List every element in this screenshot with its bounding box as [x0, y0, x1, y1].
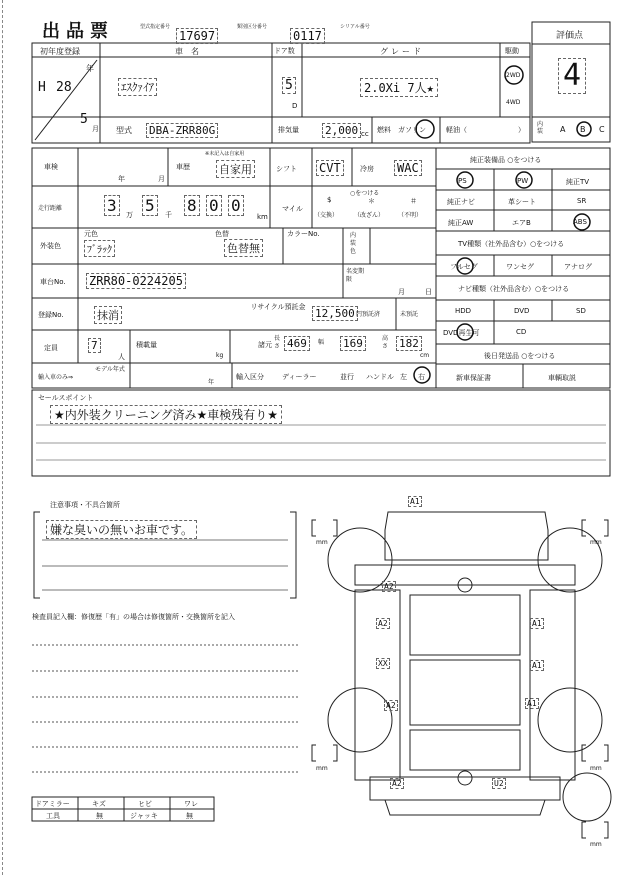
acc-header-scratch: キズ: [92, 800, 106, 808]
mileage-digit-5: 0: [228, 195, 244, 216]
damage-mark: XX: [378, 659, 388, 668]
handle-left: 左: [400, 373, 407, 381]
doors: 5: [282, 77, 296, 94]
displacement-label: 排気量: [278, 126, 299, 134]
nav-title: ナビ種類（社外品含む）○をつける: [458, 285, 570, 293]
mm-label: mm: [590, 539, 602, 546]
grade: 2.0Xi 7人★: [360, 78, 438, 97]
inspection-year: 年: [118, 175, 125, 183]
damage-mark: A1: [527, 699, 537, 708]
orig-color-label: 元色: [84, 230, 98, 238]
color-label: 色替: [215, 230, 229, 238]
odometer-hash: ＃: [410, 197, 417, 205]
handle-right: 右: [418, 373, 425, 381]
equip-aw: 純正AW: [448, 219, 474, 227]
damage-mark: A2: [378, 619, 388, 628]
exterior-label: 外装色: [40, 242, 61, 250]
shift-label: シフト: [276, 165, 297, 173]
doors-label: ドア数: [274, 47, 295, 55]
page-title: 出品票: [42, 21, 114, 42]
odometer-dollar: $: [327, 196, 332, 204]
acc-jack: ジャッキ: [130, 812, 158, 820]
car-name: ｴｽｸｧｲｱ: [118, 78, 157, 96]
recycle-done: 円預託済: [356, 311, 381, 318]
tv-analog: アナログ: [564, 263, 592, 271]
model-year-label: モデル年式: [95, 366, 125, 373]
fuel-value: ガソリン: [398, 126, 426, 134]
class-label: 類別区分番号: [237, 24, 268, 30]
orig-color: ﾌﾞﾗｯｸ: [84, 240, 115, 257]
handle-label: ハンドル: [366, 373, 394, 381]
first-reg-label: 初年度登録: [40, 47, 80, 56]
light-oil: 軽油（: [446, 126, 467, 134]
odometer-dollar-sub: （交換）: [314, 212, 339, 219]
recycle-label: リサイクル預託金: [250, 303, 306, 311]
import-class-label: 輸入区分: [236, 373, 264, 381]
name-change-month: 月: [398, 288, 405, 296]
sales-text: ★内外装クリーニング済み★車検残有り★: [50, 405, 282, 424]
equip-abs: ABS: [573, 218, 587, 226]
model-year-unit: 年: [208, 379, 215, 386]
notes-text: 嫌な臭いの無いお車です。: [46, 520, 197, 539]
odometer-hash-sub: （不明）: [398, 212, 423, 219]
mm-label: mm: [316, 765, 328, 772]
width-label: 幅: [318, 339, 325, 346]
car-name-label: 車 名: [175, 47, 199, 56]
acc-header-crack: ヒビ: [138, 800, 152, 808]
chassis: ZRR80-0224205: [86, 273, 186, 289]
mileage-digit-1: 3: [104, 195, 120, 216]
recycle-not: 未預託: [400, 311, 419, 318]
era: H: [38, 80, 46, 95]
recycle: 12,500: [312, 306, 358, 321]
capacity: 7: [88, 338, 101, 353]
class-no: 0117: [290, 28, 325, 44]
month-unit: 月: [92, 125, 99, 133]
import-label: 輸入車のみ⇒: [38, 374, 74, 381]
damage-mark: A2: [392, 779, 402, 788]
km-unit: km: [257, 213, 268, 221]
parallel: 並行: [340, 373, 354, 381]
load-label: 積載量: [136, 341, 157, 349]
interior-b: B: [580, 125, 586, 134]
model: DBA-ZRR80G: [146, 123, 218, 138]
usage-note: ※未記入は自家用: [205, 151, 245, 157]
nav-dvd-play: DVD再生可: [443, 329, 480, 337]
usage: 自家用: [216, 160, 255, 178]
interior-a: A: [560, 125, 566, 134]
equip-navi: 純正ナビ: [447, 198, 475, 206]
score: 4: [558, 58, 586, 94]
length: 469: [284, 336, 310, 351]
drive-label: 駆動: [505, 47, 519, 55]
sales-label: セールスポイント: [38, 394, 94, 402]
post-warranty: 新車保証書: [456, 374, 491, 382]
ac-label: 冷房: [360, 165, 374, 173]
interior-label: 内装: [537, 121, 544, 135]
damage-mark: A1: [410, 497, 420, 506]
mm-label: mm: [316, 539, 328, 546]
inspector-label: 検査員記入欄：修復歴「有」の場合は修復箇所・交換箇所を記入: [32, 613, 235, 621]
capacity-label: 定員: [44, 344, 58, 352]
post-title: 後日発送品 ○をつける: [484, 352, 556, 360]
tv-title: TV種類（社外品含む）○をつける: [458, 240, 565, 248]
load-unit: kg: [216, 352, 224, 359]
year-unit: 年: [86, 64, 94, 73]
mileage-digit-4: 0: [206, 195, 222, 216]
dealer: ディーラー: [282, 373, 317, 381]
equip-leather: 革シート: [508, 198, 536, 206]
color-change: 色替無: [224, 239, 263, 257]
light-oil-close: ）: [518, 126, 525, 134]
dims-label: 諸元: [258, 341, 272, 349]
width: 169: [340, 336, 366, 351]
acc-jack-value: 無: [186, 812, 193, 820]
height: 182: [396, 336, 422, 351]
usage-label: 車歴: [176, 163, 190, 171]
cc-unit: cc: [361, 130, 369, 138]
equip-tv: 純正TV: [566, 178, 590, 186]
cut-line: [2, 0, 3, 875]
mile-label: マイル: [282, 205, 303, 213]
grade-label: グレード: [380, 47, 424, 56]
drive-2wd: 2WD: [506, 72, 521, 79]
door-suffix: D: [292, 102, 298, 110]
damage-mark: A2: [384, 582, 394, 591]
fuel-label: 燃料: [377, 126, 391, 134]
nav-cd: CD: [516, 328, 527, 336]
inspection-label: 車検: [44, 163, 58, 171]
score-label: 評価点: [556, 31, 584, 41]
unit-man: 万: [126, 211, 133, 219]
mm-label: mm: [590, 765, 602, 772]
circle-note: ○をつける: [350, 190, 380, 197]
capacity-unit: 人: [118, 353, 125, 361]
equip-sr: SR: [577, 197, 587, 205]
nav-sd: SD: [576, 307, 586, 315]
height-unit: cm: [420, 352, 430, 359]
nav-dvd: DVD: [514, 307, 530, 315]
acc-tools-value: 無: [96, 812, 103, 820]
equip-airbag: エアB: [512, 219, 531, 227]
damage-mark: A1: [532, 661, 542, 670]
damage-mark: U2: [494, 779, 504, 788]
equipment-title: 純正装備品 ○をつける: [470, 156, 542, 164]
chassis-label: 車台No.: [40, 278, 66, 286]
serial-label: シリアル番号: [340, 24, 370, 30]
odometer-star: ＊: [368, 197, 375, 205]
acc-tools: 工具: [46, 812, 60, 820]
equip-ps: PS: [458, 177, 467, 185]
nav-hdd: HDD: [455, 307, 472, 315]
mm-label: mm: [590, 841, 602, 848]
name-change-label: 名変期限: [346, 268, 365, 283]
length-label: 長さ: [274, 335, 281, 350]
damage-mark: A1: [532, 619, 542, 628]
year-num: 28: [56, 80, 72, 95]
shift: CVT: [316, 160, 344, 176]
post-manual: 車輌取説: [548, 374, 576, 382]
displacement: 2,000: [322, 123, 361, 138]
notes-label: 注意事項・不具合箇所: [50, 501, 120, 509]
drive-4wd: 4WD: [506, 99, 521, 106]
acc-header-mirror: ドアミラー: [35, 800, 70, 808]
unit-sen: 千: [165, 211, 172, 219]
interior-c: C: [599, 125, 605, 134]
equip-pw: PW: [517, 177, 529, 185]
color-no-label: カラーNo.: [287, 230, 320, 238]
height-label: 高さ: [382, 335, 389, 350]
model-label: 型式: [116, 126, 132, 135]
acc-header-break: ワレ: [184, 800, 198, 808]
damage-mark: A2: [386, 701, 396, 710]
inspection-month: 月: [158, 175, 165, 183]
form-no: 17697: [176, 28, 218, 44]
reg-no-label: 登録No.: [38, 311, 64, 319]
month-num: 5: [80, 112, 88, 127]
interior-color-label: 内装色: [350, 232, 357, 255]
tv-fullseg: フルセグ: [450, 263, 478, 271]
ac: WAC: [394, 160, 422, 176]
mileage-label: 走行距離: [38, 205, 63, 212]
mileage-digit-3: 8: [184, 195, 200, 216]
name-change-day: 日: [425, 288, 432, 296]
odometer-star-sub: （改ざん）: [354, 212, 385, 219]
mileage-digit-2: 5: [142, 195, 158, 216]
form-no-label: 型式指定番号: [140, 24, 171, 30]
tv-oneseg: ワンセグ: [506, 263, 534, 271]
reg-no: 抹消: [94, 306, 122, 324]
